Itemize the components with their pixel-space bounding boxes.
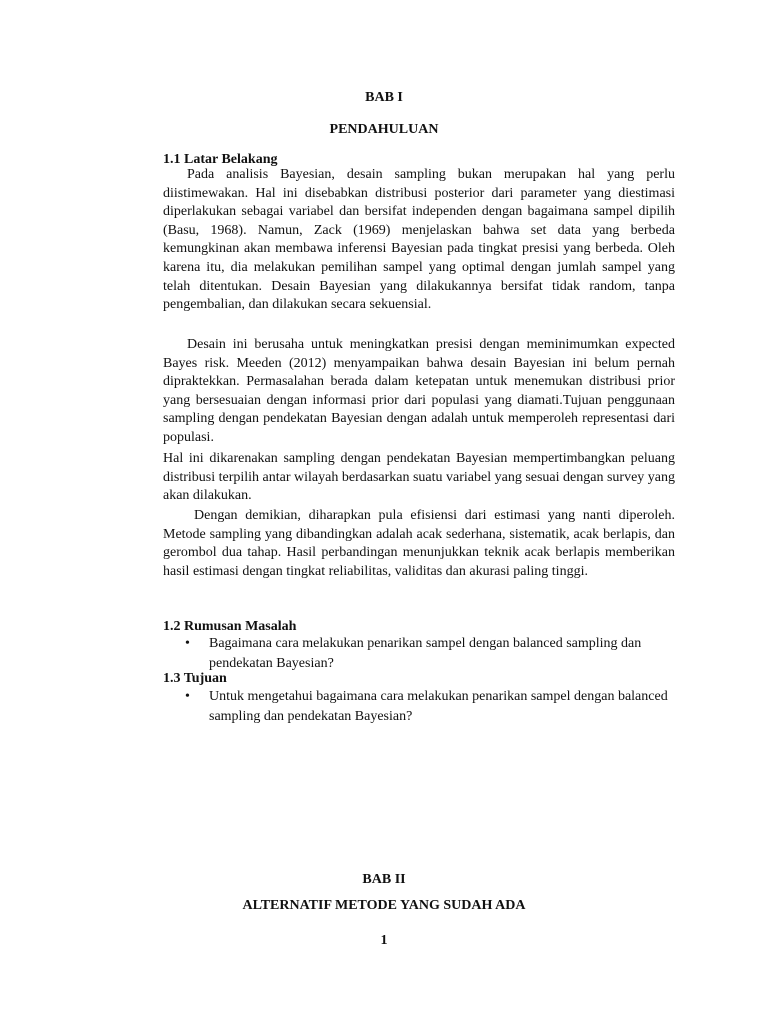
section-heading-latar-belakang: 1.1 Latar Belakang (163, 152, 278, 167)
paragraph: Dengan demikian, diharapkan pula efisiensi dari estimasi yang nanti diperoleh. Metode sampling yang dibandingkan adalah acak sederhana, sistematik, acak berlapis, dan gerombol dua tahap. Hasil perbandingan menunjukkan teknik acak berlapis memberikan hasil estimasi dengan tingkat reliabilitas, validitas dan akurasi paling tinggi. (163, 508, 675, 579)
paragraph: Hal ini dikarenakan sampling dengan pendekatan Bayesian mempertimbangkan peluang distribusi terpilih antar wilayah berdasarkan suatu variabel yang sesuai dengan survey yang akan dilakukan. (163, 451, 676, 504)
bullet-icon: • (185, 689, 190, 704)
list-item (185, 634, 675, 674)
list-item-text: Bagaimana cara melakukan penarikan sampel dengan balanced sampling dan pendekatan Bayesian? (209, 636, 642, 671)
chapter-title: PENDAHULUAN (329, 122, 439, 137)
chapter-number: BAB II (362, 872, 406, 887)
chapter-title: ALTERNATIF METODE YANG SUDAH ADA (242, 898, 526, 913)
paragraph: Pada analisis Bayesian, desain sampling bukan merupakan hal yang perlu diistimewakan. Hal ini disebabkan distribusi posterior dari parameter yang diestimasi diperlakukan sebagai variabel dan bersifat independen dengan bagaimana sampel dipilih (Basu, 1968). Namun, Zack (1969) menjelaskan bahwa set data yang berbeda kemungkinan akan membawa inferensi Bayesian pada tingkat presisi yang berbeda. Oleh karena itu, dia melakukan pemilihan sampel yang optimal dengan jumlah sampel yang telah ditentukan. Desain Bayesian yang dilakukannya bersifat tidak random, tanpa pengembalian, dan dilakukan secara sekuensial. (163, 167, 675, 313)
section-heading-rumusan-masalah: 1.2 Rumusan Masalah (163, 619, 297, 634)
page-number: 1 (380, 933, 388, 948)
paragraph: Desain ini berusaha untuk meningkatkan presisi dengan meminimumkan expected Bayes risk. Meeden (2012) menyampaikan bahwa desain Bayesian ini belum pernah dipraktekkan. Permasalahan berada dalam ketepatan untuk menemukan distribusi prior yang bersesuaian dengan informasi prior dari populasi yang diamati.Tujuan penggunaan sampling dengan pendekatan Bayesian dengan adalah untuk memperoleh representasi dari populasi. (163, 337, 675, 445)
bullet-icon: • (185, 636, 190, 651)
chapter-number: BAB I (365, 90, 403, 105)
list-item (185, 687, 675, 727)
section-heading-tujuan: 1.3 Tujuan (163, 671, 227, 686)
list-item-text: Untuk mengetahui bagaimana cara melakukan penarikan sampel dengan balanced sampling dan pendekatan Bayesian? (209, 689, 668, 724)
